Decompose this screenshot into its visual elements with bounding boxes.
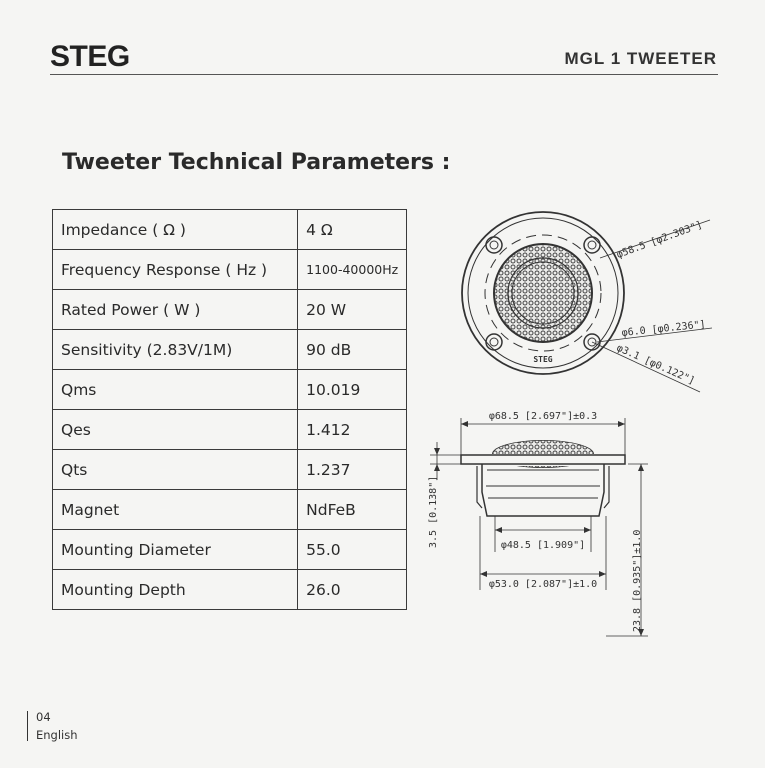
parameters-table: [52, 209, 407, 610]
section-title: Tweeter Technical Parameters :: [62, 150, 451, 175]
dim-screw-hole-label: φ6.0 [φ0.236"]: [621, 319, 707, 339]
header-rule: [50, 74, 718, 75]
dim-flange-height-label: 3.5 [0.138"]: [428, 475, 439, 548]
front-view: [462, 212, 712, 392]
dim-screw-label: φ3.1 [φ0.122"]: [614, 342, 697, 388]
dim-total-height-label: 23.8 [0.935"]±1.0: [632, 529, 643, 632]
param-label: Qms: [53, 370, 298, 410]
param-label: Sensitivity (2.83V/1M): [53, 330, 298, 370]
page-heading-model: MGL 1 TWEETER: [564, 49, 717, 68]
param-value: 90 dB: [298, 330, 407, 370]
table-row: [53, 250, 407, 290]
language-label: English: [36, 728, 78, 742]
table-row: [53, 370, 407, 410]
tweeter-dimension-drawing: [410, 190, 750, 650]
dim-flange-width-label: φ68.5 [2.697"]±0.3: [488, 411, 598, 422]
dim-cutout-width-label: φ53.0 [2.087"]±1.0: [488, 579, 598, 590]
table-row: [53, 530, 407, 570]
brand-logo: STEG: [50, 40, 130, 73]
param-value: 20 W: [298, 290, 407, 330]
table-row: [53, 570, 407, 610]
side-view: [428, 411, 648, 636]
page-number: 04: [36, 710, 51, 724]
param-label: Qts: [53, 450, 298, 490]
screw-hole-top-left: [486, 237, 502, 253]
param-label: Frequency Response ( Hz ): [53, 250, 298, 290]
screw-hole-top-right: [584, 237, 600, 253]
param-label: Impedance ( Ω ): [53, 210, 298, 250]
param-value: 10.019: [298, 370, 407, 410]
param-label: Mounting Depth: [53, 570, 298, 610]
param-label: Mounting Diameter: [53, 530, 298, 570]
param-value: NdFeB: [298, 490, 407, 530]
front-logo: STEG: [533, 355, 553, 364]
param-value: 1100-40000Hz: [298, 250, 407, 290]
param-value: 55.0: [298, 530, 407, 570]
table-row: [53, 330, 407, 370]
param-value: 26.0: [298, 570, 407, 610]
param-label: Rated Power ( W ): [53, 290, 298, 330]
param-value: 1.412: [298, 410, 407, 450]
param-label: Magnet: [53, 490, 298, 530]
table-row: [53, 210, 407, 250]
footer-bar: [27, 711, 28, 741]
dim-dome-width-label: φ48.5 [1.909"]: [500, 540, 586, 551]
screw-hole-bottom-left: [486, 334, 502, 350]
dim-outer-circle-label: φ58.5 [φ2.303"]: [615, 219, 704, 261]
table-row: [53, 410, 407, 450]
table-row: [53, 290, 407, 330]
param-value: 4 Ω: [298, 210, 407, 250]
table-row: [53, 490, 407, 530]
param-value: 1.237: [298, 450, 407, 490]
table-row: [53, 450, 407, 490]
param-label: Qes: [53, 410, 298, 450]
